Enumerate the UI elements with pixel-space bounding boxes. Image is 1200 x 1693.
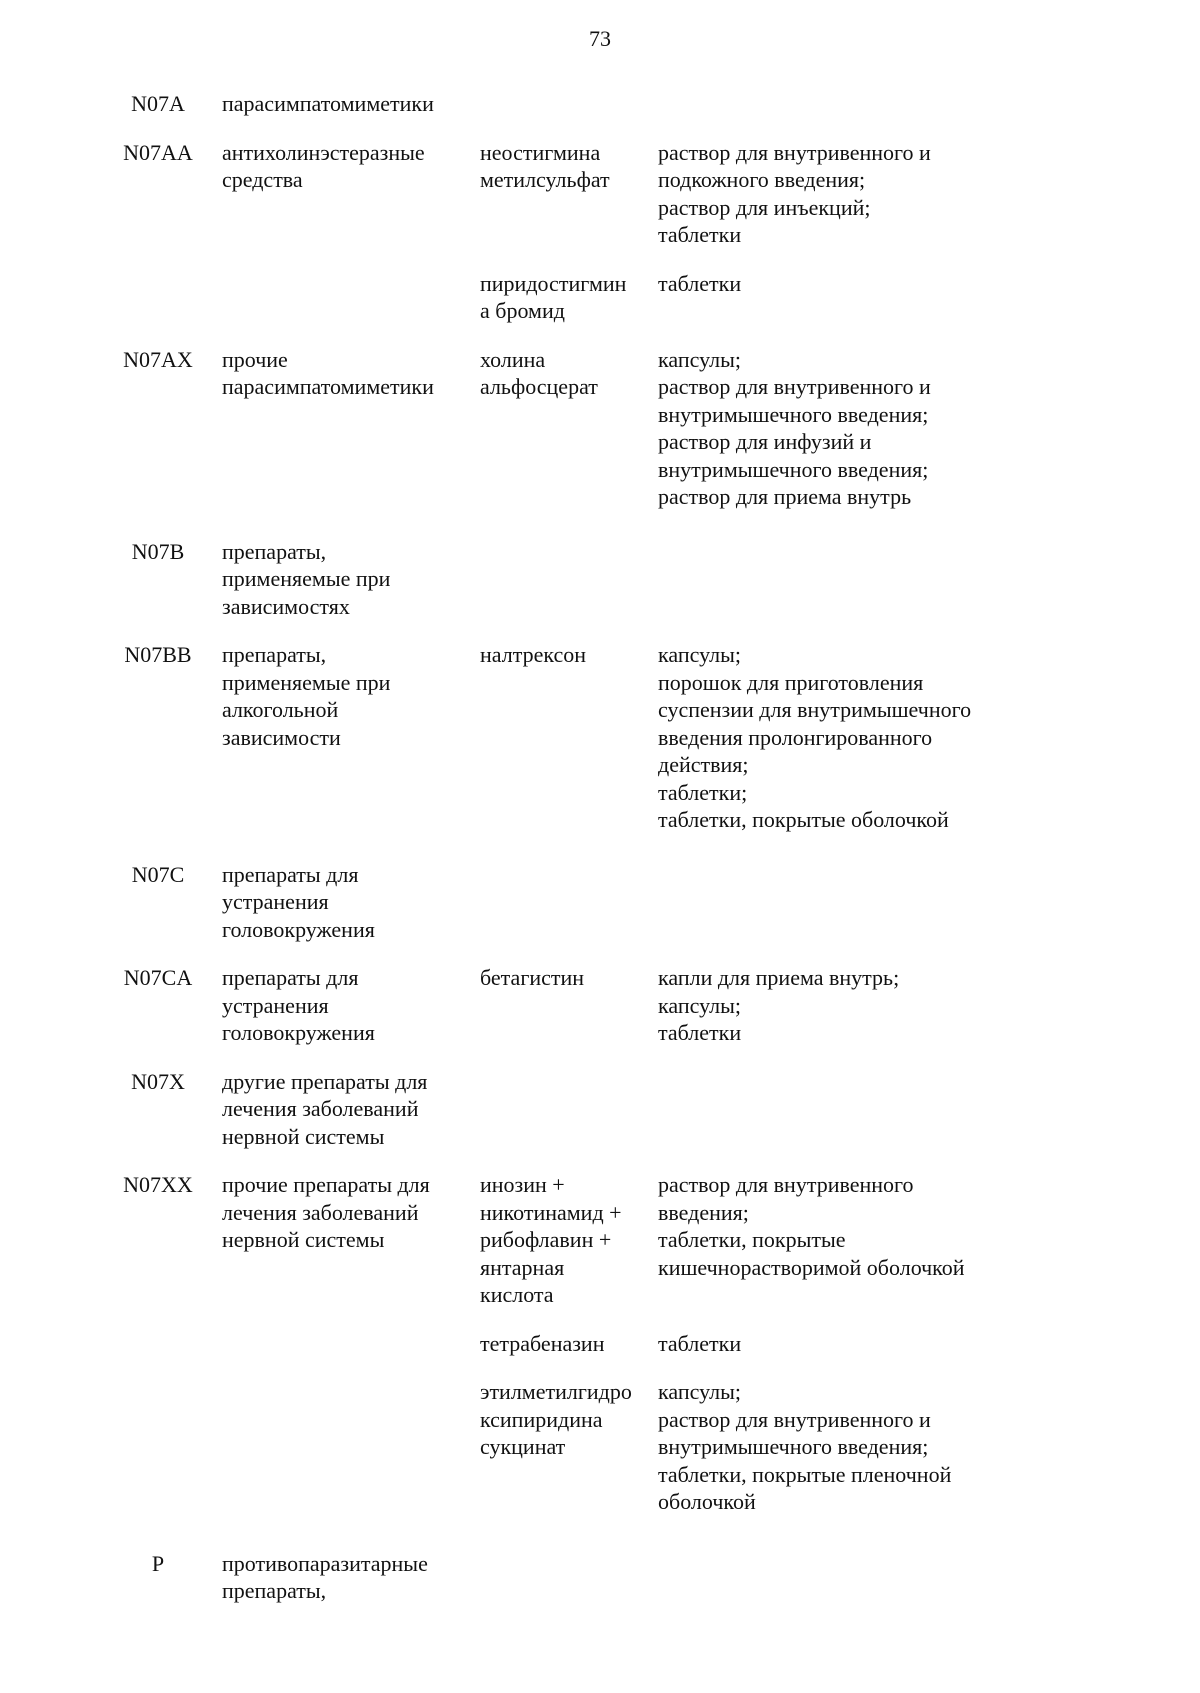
dosage-form: таблетки: [658, 1330, 742, 1356]
dosage-form: капсулы; порошок для приготовления суспензии для внутримышечного введения пролонгированного действия; таблетки; таблетки, покрытые оболочкой: [658, 642, 972, 832]
table-row: [0, 1171, 1200, 1309]
table-row: [0, 270, 1200, 325]
atc-code: N07A: [131, 91, 185, 116]
anatomical-therapeutic-group: другие препараты для лечения заболеваний нервной системы: [222, 1068, 428, 1149]
atc-code: N07BB: [124, 642, 192, 667]
anatomical-therapeutic-group: препараты для устранения головокружения: [222, 965, 375, 1045]
table-row: [0, 1330, 1200, 1358]
atc-code: N07X: [131, 1068, 185, 1094]
table-row: [0, 538, 1200, 621]
atc-code: N07C: [131, 861, 185, 887]
drug-name: налтрексон: [480, 642, 587, 667]
drug-name: тетрабеназин: [480, 1330, 605, 1356]
table-row: [0, 139, 1200, 249]
drug-classification-table: [0, 90, 1200, 1605]
drug-name: инозин + никотинамид + рибофлавин + янтарная кислота: [480, 1172, 622, 1307]
table-row: [0, 1550, 1200, 1605]
table-row: [0, 641, 1200, 834]
drug-name: бетагистин: [480, 965, 585, 990]
anatomical-therapeutic-group: антихолинэстеразные средства: [222, 139, 425, 192]
anatomical-therapeutic-group: парасимпатомиметики: [222, 91, 434, 116]
drug-name: пиридостигмин а бромид: [480, 270, 627, 323]
dosage-form: таблетки: [658, 270, 742, 296]
anatomical-therapeutic-group: препараты, применяемые при зависимостях: [222, 538, 391, 619]
dosage-form: капсулы; раствор для внутривенного и внутримышечного введения; таблетки, покрытые пленочной оболочкой: [658, 1379, 952, 1514]
anatomical-therapeutic-group: препараты для устранения головокружения: [222, 861, 375, 942]
atc-code: N07CA: [123, 965, 193, 990]
anatomical-therapeutic-group: препараты, применяемые при алкогольной зависимости: [222, 642, 391, 750]
atc-code: P: [151, 1550, 165, 1576]
table-row: [0, 861, 1200, 944]
atc-code: N07AX: [123, 346, 193, 372]
anatomical-therapeutic-group: прочие препараты для лечения заболеваний нервной системы: [222, 1172, 430, 1252]
drug-name: этилметилгидро ксипиридина сукцинат: [480, 1379, 632, 1459]
table-row: [0, 90, 1200, 118]
table-row: [0, 964, 1200, 1047]
dosage-form: раствор для внутривенного и подкожного введения; раствор для инъекций; таблетки: [658, 139, 931, 247]
table-row: [0, 1378, 1200, 1516]
anatomical-therapeutic-group: противопаразитарные препараты,: [222, 1550, 428, 1603]
dosage-form: раствор для внутривенного введения; таблетки, покрытые кишечнорастворимой оболочкой: [658, 1172, 965, 1280]
atc-code: N07AA: [123, 139, 193, 165]
table-row: [0, 1068, 1200, 1151]
dosage-form: капсулы; раствор для внутривенного и внутримышечного введения; раствор для инфузий и внутримышечного введения; раствор для приема внутрь: [658, 346, 931, 509]
atc-code: N07B: [131, 538, 185, 564]
table-row: [0, 346, 1200, 511]
atc-code: N07XX: [123, 1172, 193, 1197]
drug-name: неостигмина метилсульфат: [480, 139, 610, 192]
anatomical-therapeutic-group: прочие парасимпатомиметики: [222, 346, 434, 399]
dosage-form: капли для приема внутрь; капсулы; таблетки: [658, 965, 900, 1045]
page-number: 73: [589, 26, 611, 51]
drug-name: холина альфосцерат: [480, 346, 598, 399]
